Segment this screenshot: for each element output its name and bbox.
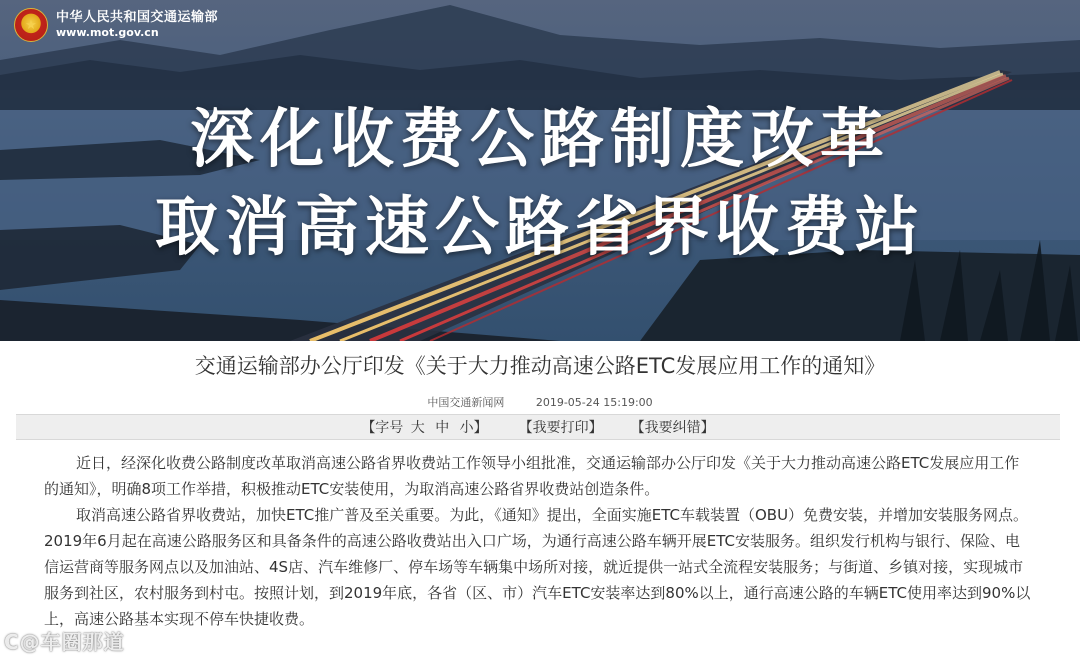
report-error-button[interactable]: 【我要纠错】 (630, 420, 715, 436)
article-source: 中国交通新闻网 (427, 396, 505, 409)
ministry-name: 中华人民共和国交通运输部 (56, 10, 219, 25)
ministry-logo[interactable] (14, 8, 218, 42)
site-url: www.mot.gov.cn (56, 26, 159, 39)
article-title: 交通运输部办公厅印发《关于大力推动高速公路ETC发展应用工作的通知》 (194, 354, 886, 378)
article-toolbar (16, 414, 1060, 440)
article-datetime: 2019-05-24 15:19:00 (535, 396, 653, 409)
headline-line1: 深化收费公路制度改革 (190, 103, 890, 177)
font-size-large-button[interactable]: 大 (410, 420, 425, 436)
font-size-control (361, 417, 490, 437)
logo-text (56, 10, 218, 40)
article-body (44, 450, 1034, 632)
font-size-small-button[interactable]: 小】 (459, 420, 488, 436)
watermark-text: C@车圈那道 (4, 630, 125, 654)
paragraph-1: 近日，经深化收费公路制度改革取消高速公路省界收费站工作领导小组批准，交通运输部办公厅印发《关于大力推动高速公路ETC发展应用工作的通知》，明确8项工作举措，积极推动ETC安装使用，为取消高速公路省界收费站创造条件。 (44, 454, 1020, 498)
national-emblem-icon: ★ (14, 8, 48, 42)
font-size-medium-button[interactable]: 中 (435, 420, 450, 436)
print-button[interactable]: 【我要打印】 (518, 420, 603, 436)
headline-line2: 取消高速公路省界收费站 (155, 191, 925, 265)
font-size-label: 【字号 (361, 420, 404, 436)
article-meta (0, 394, 1080, 410)
paragraph-2: 取消高速公路省界收费站，加快ETC推广普及至关重要。为此，《通知》提出，全面实施ETC车载装置（OBU）免费安装，并增加安装服务网点。2019年6月起在高速公路服务区和具备条件的高速公路收费站出入口广场，为通行高速公路车辆开展ETC安装服务。组织发行机构与银行、保险、电信运营商等服务网点以及加油站、4S店、汽车维修厂、停车场等车辆集中场所对接，就近提供一站式全流程安装服务；与街道、乡镇对接，实现城市服务到社区，农村服务到村屯。按照计划，到2019年底，各省（区、市）汽车ETC安装率达到80%以上，通行高速公路的车辆ETC使用率达到90%以上，高速公路基本实现不停车快捷收费。 (44, 506, 1031, 628)
